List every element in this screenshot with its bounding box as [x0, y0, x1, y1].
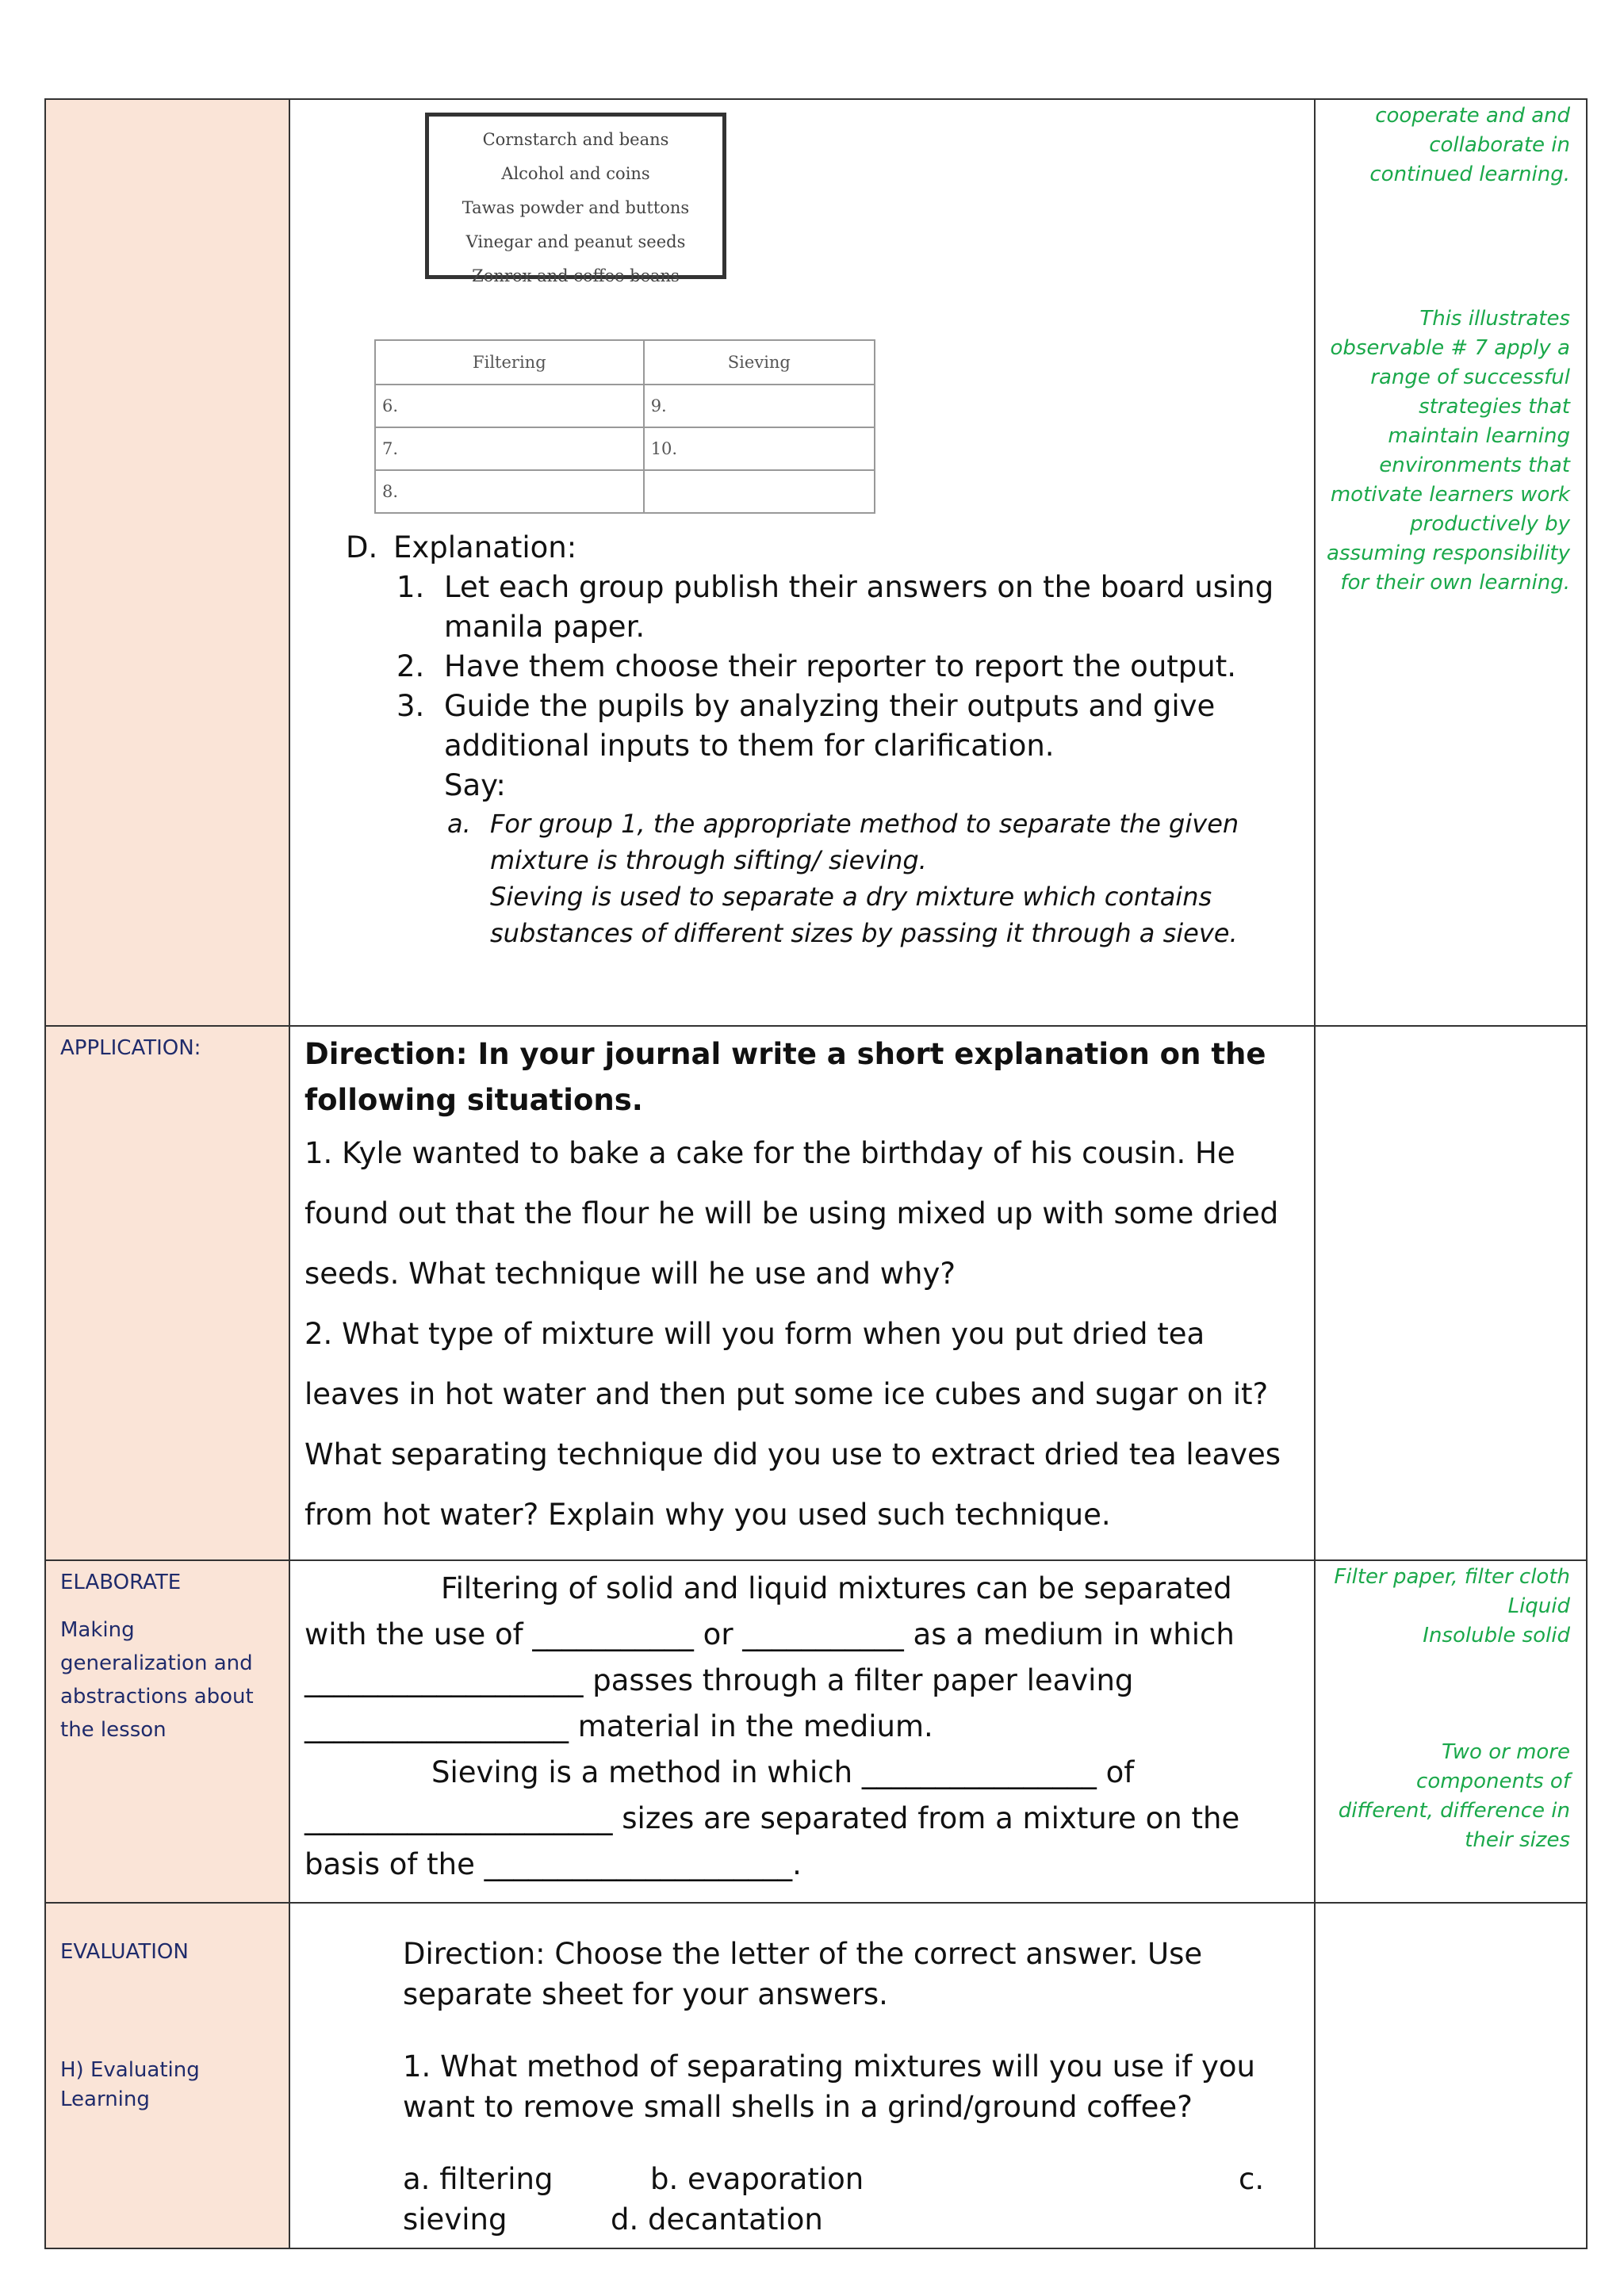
answer-note: Two or more components of different, difference in their sizes — [1338, 1740, 1570, 1852]
label-cell-empty — [45, 99, 289, 1026]
lesson-plan-page — [44, 98, 1584, 2249]
table-row — [375, 385, 875, 427]
row-label: APPLICATION: — [60, 1036, 201, 1060]
filtering-sieving-table — [374, 339, 875, 514]
option-a: a. filtering — [403, 2162, 553, 2196]
say-label: Say: — [444, 768, 506, 802]
row-sublabel: H) Evaluating Learning — [60, 2058, 200, 2111]
paragraph-text: Sieving is a method in which ________________ of _____________________ sizes are separated from a mixture on the basis of the _____________________. — [304, 1755, 1240, 1881]
table-row — [375, 427, 875, 470]
item-number: 3. — [396, 689, 425, 723]
section-title: Explanation: — [393, 530, 577, 564]
row-sublabel: Making generalization and abstractions about the lesson — [60, 1618, 254, 1742]
sub-item — [346, 806, 1305, 951]
sub-text-2: Sieving is used to separate a dry mixture which contains substances of different sizes by passing it through a sieve. — [490, 882, 1238, 948]
note-text: cooperate and and collaborate in continued learning. — [1369, 104, 1570, 186]
lesson-table — [44, 98, 1588, 2249]
row-label: ELABORATE — [60, 1571, 182, 1594]
option-b: b. evaporation — [650, 2162, 864, 2196]
mixture-item: Tawas powder and buttons — [462, 198, 690, 217]
mixture-item: Zonrox and coffee beans — [472, 266, 680, 285]
label-cell — [45, 1560, 289, 1903]
option-d: d. decantation — [611, 2202, 823, 2237]
mixture-item: Alcohol and coins — [501, 164, 650, 183]
answer-note: Filter paper, filter cloth — [1334, 1565, 1570, 1589]
elaborate-cell — [289, 1560, 1315, 1903]
row-application — [45, 1026, 1587, 1560]
application-cell — [289, 1026, 1315, 1560]
row-label: EVALUATION — [60, 1940, 189, 1964]
answer-note: Insoluble solid — [1423, 1624, 1570, 1647]
fill-blank-paragraph — [304, 1750, 1300, 1888]
mixture-list-box — [425, 113, 726, 285]
column-header-sieving: Sieving — [644, 340, 875, 385]
option-c-text: sieving — [403, 2202, 508, 2237]
question-text: 1. What method of separating mixtures will you use if you want to remove small shells in a grind/ground coffee? — [403, 2049, 1255, 2124]
table-cell: 6. — [375, 385, 644, 427]
notes-cell — [1315, 99, 1587, 1026]
table-row — [375, 470, 875, 513]
direction-text: Direction: In your journal write a short explanation on the following situations. — [304, 1037, 1266, 1117]
mixture-item: Vinegar and peanut seeds — [465, 232, 686, 251]
note-text: This illustrates observable # 7 apply a range of successful strategies that maintain learning environments that motivate learners work productively by assuming responsibility for their own learning. — [1327, 307, 1570, 595]
direction-text: Direction: Choose the letter of the correct answer. Use separate sheet for your answers. — [403, 1937, 1203, 2011]
column-header-filtering: Filtering — [375, 340, 644, 385]
notes-cell — [1315, 1560, 1587, 1903]
list-item — [346, 647, 1305, 687]
answer-options — [403, 2159, 1266, 2240]
question-text: 2. What type of mixture will you form when you put dried tea leaves in hot water and then put some ice cubes and sugar on it? What separating technique did you use to extract dried tea leaves from hot water? Explain why you used such technique. — [304, 1317, 1281, 1532]
answer-note: Liquid — [1507, 1594, 1570, 1618]
sub-marker: a. — [447, 809, 471, 839]
item-number: 1. — [396, 570, 425, 604]
label-cell — [45, 1903, 289, 2248]
fill-blank-paragraph — [304, 1566, 1300, 1750]
section-marker: D. — [346, 530, 378, 564]
table-cell: 10. — [644, 427, 875, 470]
row-explanation — [45, 99, 1587, 1026]
item-text: Have them choose their reporter to report the output. — [444, 649, 1236, 683]
table-cell: 9. — [644, 385, 875, 427]
notes-cell-empty — [1315, 1026, 1587, 1560]
table-cell: 7. — [375, 427, 644, 470]
explanation-cell — [289, 99, 1315, 1026]
label-cell — [45, 1026, 289, 1560]
table-cell — [644, 470, 875, 513]
notes-cell-empty — [1315, 1903, 1587, 2248]
row-elaborate — [45, 1560, 1587, 1903]
option-c: c. — [1239, 2162, 1265, 2196]
mixture-item: Cornstarch and beans — [482, 130, 669, 149]
sub-text: For group 1, the appropriate method to separate the given mixture is through sifting/ sieving. — [490, 809, 1239, 875]
table-cell: 8. — [375, 470, 644, 513]
list-item — [346, 568, 1305, 647]
item-number: 2. — [396, 649, 425, 683]
item-text: Let each group publish their answers on the board using manila paper. — [444, 570, 1274, 644]
row-evaluation — [45, 1903, 1587, 2248]
question-text: 1. Kyle wanted to bake a cake for the birthday of his cousin. He found out that the flour he will be using mixed up with some dried seeds. What technique will he use and why? — [304, 1136, 1279, 1291]
list-item — [346, 687, 1305, 766]
paragraph-text: Filtering of solid and liquid mixtures can be separated with the use of ___________ or ___________ as a medium in which ___________________ passes through a filter paper leaving __________________ material in the medium. — [304, 1571, 1235, 1743]
evaluation-cell — [289, 1903, 1315, 2248]
explanation-section — [346, 528, 1305, 951]
item-text: Guide the pupils by analyzing their outputs and give additional inputs to them for clarification. — [444, 689, 1216, 763]
